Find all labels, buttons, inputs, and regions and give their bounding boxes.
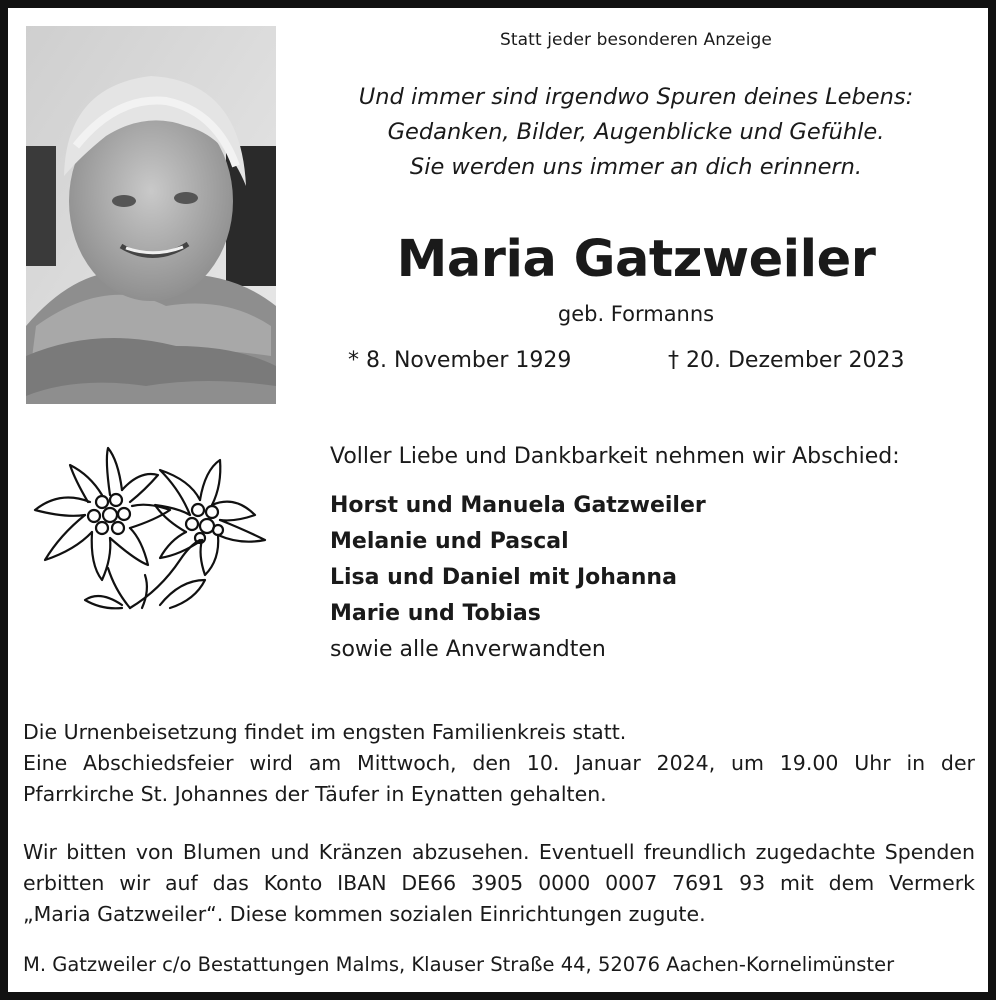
death-date: † 20. Dezember 2023 <box>668 348 905 373</box>
farewell-statement: Voller Liebe und Dankbarkeit nehmen wir Abschied: <box>330 444 900 469</box>
mourners-list <box>330 488 706 668</box>
birth-date: * 8. November 1929 <box>348 348 572 373</box>
header-note: Statt jeder besonderen Anzeige <box>500 30 772 50</box>
donation-line: „Maria Gatzweiler“. Diese kommen sozialen Einrichtungen zugute. <box>23 902 706 926</box>
funeral-info <box>23 717 975 810</box>
donation-line: Wir bitten von Blumen und Kränzen abzusehen. Eventuell freundlich zugedachte Spenden <box>23 840 975 864</box>
verse-line: Und immer sind irgendwo Spuren deines Lebens: <box>358 84 914 110</box>
mourner-name: Marie und Tobias <box>330 601 541 626</box>
memorial-verse <box>308 80 964 185</box>
verse-line: Sie werden uns immer an dich erinnern. <box>409 154 863 180</box>
maiden-name: geb. Formanns <box>557 302 715 326</box>
verse-line: Gedanken, Bilder, Augenblicke und Gefühle. <box>387 119 885 145</box>
funeral-line: Die Urnenbeisetzung findet im engsten Familienkreis statt. <box>23 720 627 744</box>
contact-address: M. Gatzweiler c/o Bestattungen Malms, Klauser Straße 44, 52076 Aachen-Kornelimünster <box>23 953 895 976</box>
donation-info <box>23 837 975 930</box>
funeral-line: Pfarrkirche St. Johannes der Täufer in Eynatten gehalten. <box>23 782 607 806</box>
mourner-name: Lisa und Daniel mit Johanna <box>330 565 677 590</box>
mourner-name: Horst und Manuela Gatzweiler <box>330 493 706 518</box>
deceased-name: Maria Gatzweiler <box>396 230 876 289</box>
donation-line: erbitten wir auf das Konto IBAN DE66 3905 0000 0007 7691 93 mit dem Vermerk <box>23 871 975 895</box>
portrait-photo <box>26 26 276 404</box>
mourner-name: Melanie und Pascal <box>330 529 569 554</box>
relatives-note: sowie alle Anverwandten <box>330 637 606 662</box>
funeral-line: Eine Abschiedsfeier wird am Mittwoch, den 10. Januar 2024, um 19.00 Uhr in der <box>23 751 975 775</box>
edelweiss-icon <box>30 440 278 615</box>
